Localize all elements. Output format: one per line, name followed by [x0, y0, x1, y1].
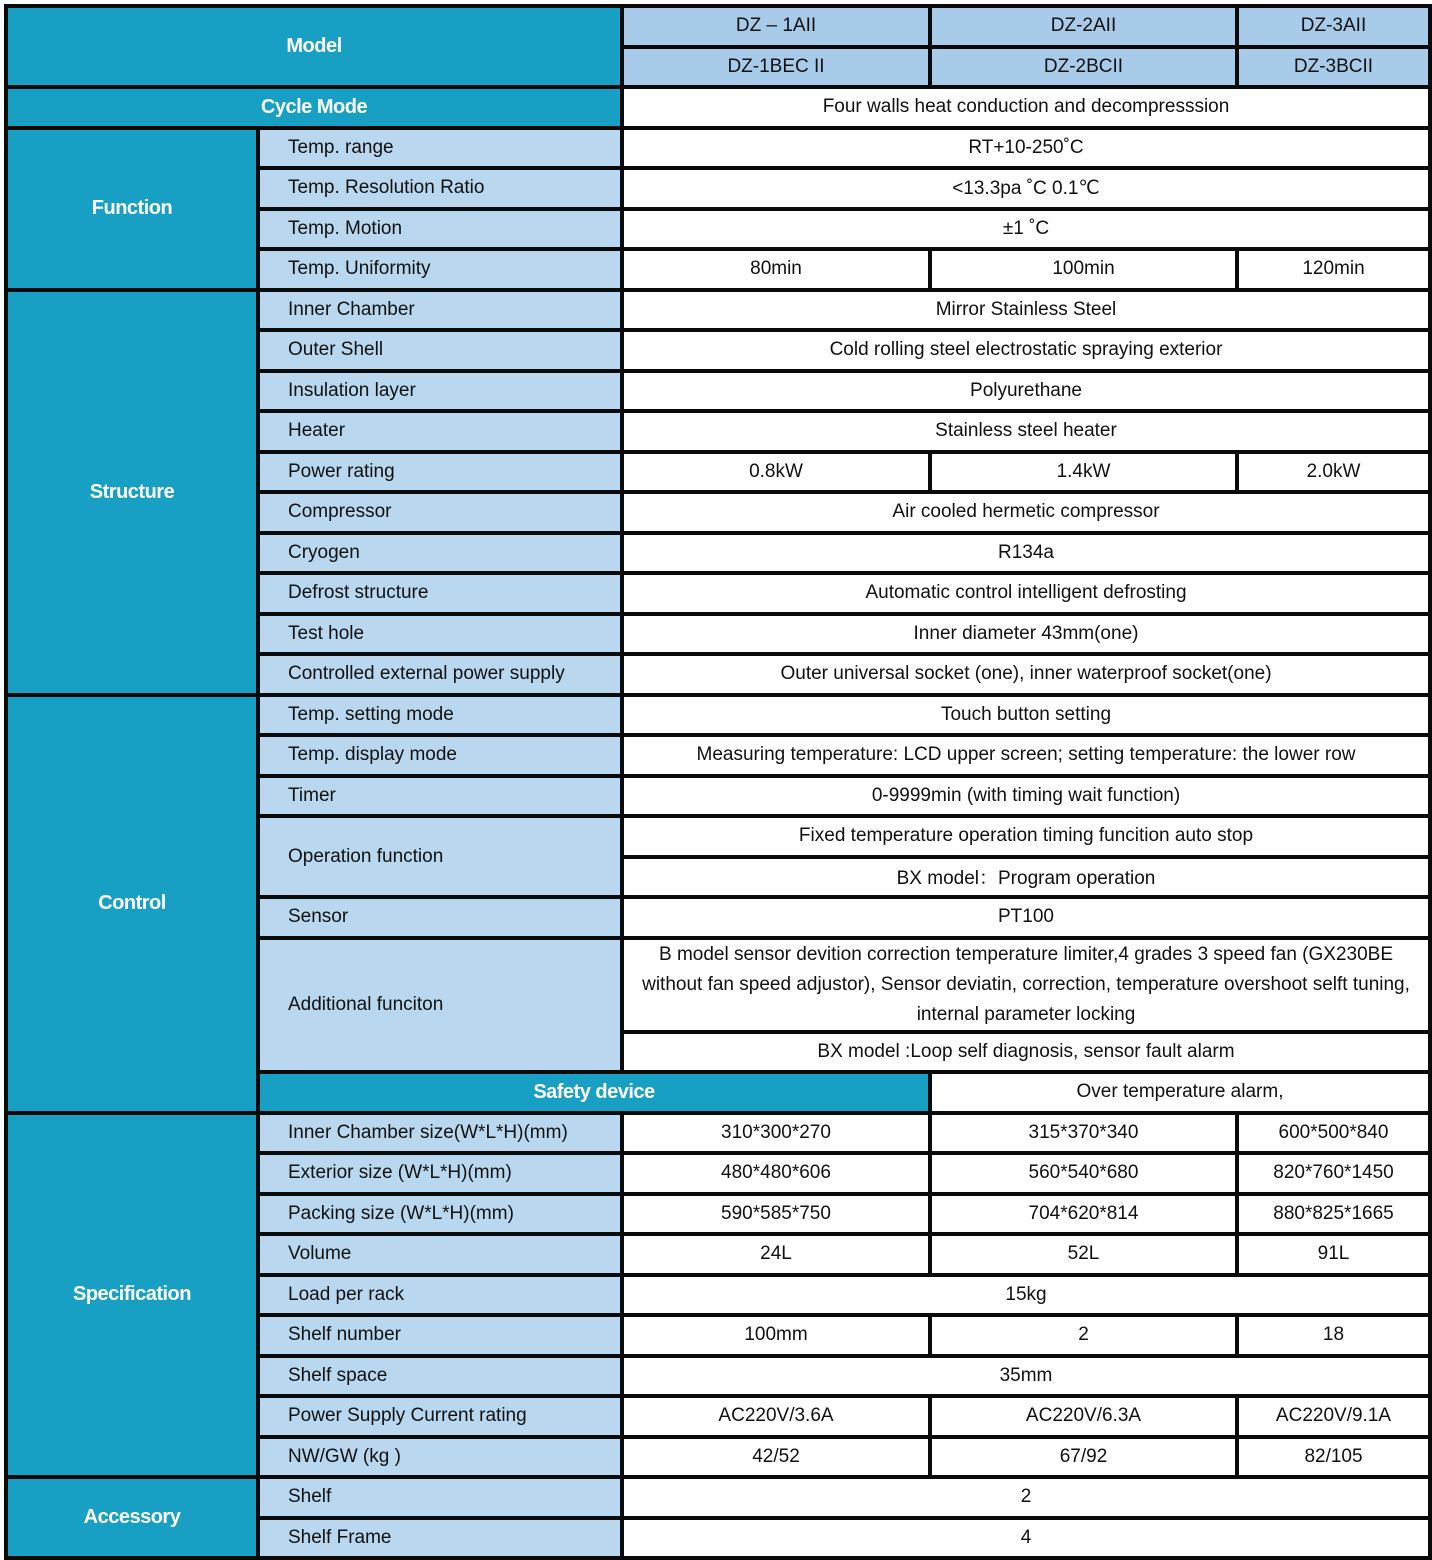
param-label: Heater [258, 411, 622, 452]
param-value: 560*540*680 [930, 1153, 1237, 1194]
param-label: NW/GW (kg ) [258, 1437, 622, 1478]
param-value: 52L [930, 1234, 1237, 1275]
cycle-mode-label: Cycle Mode [6, 87, 622, 128]
param-value: 100mm [622, 1315, 930, 1356]
safety-label: Safety device [258, 1072, 930, 1113]
param-label: Temp. setting mode [258, 695, 622, 736]
param-value: 100min [930, 249, 1237, 290]
spec-row [6, 695, 1430, 736]
param-label: Timer [258, 776, 622, 817]
param-value: 480*480*606 [622, 1153, 930, 1194]
param-value: 120min [1237, 249, 1430, 290]
param-value: ±1 ˚C [622, 209, 1430, 250]
param-label: Temp. display mode [258, 735, 622, 776]
param-value: Touch button setting [622, 695, 1430, 736]
control-category: Control [6, 695, 258, 1113]
param-value: 315*370*340 [930, 1113, 1237, 1154]
param-value: 880*825*1665 [1237, 1194, 1430, 1235]
model-cell: DZ-3AII [1237, 6, 1430, 47]
param-value: Mirror Stainless Steel [622, 290, 1430, 331]
param-value: AC220V/6.3A [930, 1396, 1237, 1437]
param-value: 600*500*840 [1237, 1113, 1430, 1154]
model-cell: DZ-2BCII [930, 47, 1237, 88]
param-value: BX model：Program operation [622, 857, 1430, 898]
param-label: Power Supply Current rating [258, 1396, 622, 1437]
param-value: 310*300*270 [622, 1113, 930, 1154]
structure-category: Structure [6, 290, 258, 695]
param-value: Fixed temperature operation timing funcition auto stop [622, 816, 1430, 857]
param-label: Shelf [258, 1477, 622, 1518]
specification-category: Specification [6, 1113, 258, 1478]
param-value: 67/92 [930, 1437, 1237, 1478]
param-value: AC220V/9.1A [1237, 1396, 1430, 1437]
param-value: 704*620*814 [930, 1194, 1237, 1235]
safety-value: Over temperature alarm, [930, 1072, 1430, 1113]
param-value: 35mm [622, 1356, 1430, 1397]
param-label: Sensor [258, 897, 622, 938]
param-value: PT100 [622, 897, 1430, 938]
param-value: Cold rolling steel electrostatic spraying exterior [622, 330, 1430, 371]
param-label: Shelf number [258, 1315, 622, 1356]
param-value: R134a [622, 533, 1430, 574]
param-value: 0-9999min (with timing wait function) [622, 776, 1430, 817]
param-value: AC220V/3.6A [622, 1396, 930, 1437]
param-value: 24L [622, 1234, 930, 1275]
param-label: Exterior size (W*L*H)(mm) [258, 1153, 622, 1194]
param-label: Packing size (W*L*H)(mm) [258, 1194, 622, 1235]
param-value: 1.4kW [930, 452, 1237, 493]
param-value: 590*585*750 [622, 1194, 930, 1235]
param-label: Volume [258, 1234, 622, 1275]
param-value: Measuring temperature: LCD upper screen; setting temperature: the lower row [622, 735, 1430, 776]
param-value: 80min [622, 249, 930, 290]
param-value: 42/52 [622, 1437, 930, 1478]
model-cell: DZ-1BEC II [622, 47, 930, 88]
function-category: Function [6, 128, 258, 290]
param-value: BX model :Loop self diagnosis, sensor fault alarm [622, 1032, 1430, 1073]
spec-row [6, 1113, 1430, 1154]
param-value: 2.0kW [1237, 452, 1430, 493]
model-header-label: Model [6, 6, 622, 87]
param-value: Stainless steel heater [622, 411, 1430, 452]
accessory-category: Accessory [6, 1477, 258, 1558]
param-label: Temp. range [258, 128, 622, 169]
param-value: Inner diameter 43mm(one) [622, 614, 1430, 655]
param-label: Temp. Resolution Ratio [258, 168, 622, 209]
param-label: Additional funciton [258, 938, 622, 1073]
model-cell: DZ – 1AII [622, 6, 930, 47]
param-value: B model sensor devition correction temperature limiter,4 grades 3 speed fan (GX230BE without fan speed adjustor), Sensor deviatin, correction, temperature overshoot selft tuning, internal parameter locking [622, 938, 1430, 1032]
param-value: <13.3pa ˚C 0.1℃ [622, 168, 1430, 209]
model-row-1 [6, 6, 1430, 47]
param-value: 91L [1237, 1234, 1430, 1275]
param-label: Cryogen [258, 533, 622, 574]
cycle-mode-row [6, 87, 1430, 128]
param-value: 2 [930, 1315, 1237, 1356]
param-value: RT+10-250˚C [622, 128, 1430, 169]
param-label: Load per rack [258, 1275, 622, 1316]
param-label: Inner Chamber size(W*L*H)(mm) [258, 1113, 622, 1154]
param-value: Polyurethane [622, 371, 1430, 412]
param-label: Controlled external power supply [258, 654, 622, 695]
param-label: Test hole [258, 614, 622, 655]
param-label: Outer Shell [258, 330, 622, 371]
param-label: Operation function [258, 816, 622, 897]
param-value: 18 [1237, 1315, 1430, 1356]
param-label: Temp. Uniformity [258, 249, 622, 290]
param-label: Power rating [258, 452, 622, 493]
param-value: Outer universal socket (one), inner waterproof socket(one) [622, 654, 1430, 695]
param-value: 0.8kW [622, 452, 930, 493]
param-label: Shelf space [258, 1356, 622, 1397]
param-value: 15kg [622, 1275, 1430, 1316]
param-label: Temp. Motion [258, 209, 622, 250]
spec-row [6, 290, 1430, 331]
param-value: 82/105 [1237, 1437, 1430, 1478]
param-value: 4 [622, 1518, 1430, 1559]
param-value: Air cooled hermetic compressor [622, 492, 1430, 533]
spec-row [6, 1477, 1430, 1518]
param-label: Inner Chamber [258, 290, 622, 331]
param-label: Shelf Frame [258, 1518, 622, 1559]
param-value: 820*760*1450 [1237, 1153, 1430, 1194]
param-label: Compressor [258, 492, 622, 533]
param-label: Defrost structure [258, 573, 622, 614]
param-value: Automatic control intelligent defrosting [622, 573, 1430, 614]
param-label: Insulation layer [258, 371, 622, 412]
model-cell: DZ-2AII [930, 6, 1237, 47]
spec-row [6, 128, 1430, 169]
cycle-mode-value: Four walls heat conduction and decompresssion [622, 87, 1430, 128]
spec-table [4, 4, 1432, 1560]
model-cell: DZ-3BCII [1237, 47, 1430, 88]
param-value: 2 [622, 1477, 1430, 1518]
